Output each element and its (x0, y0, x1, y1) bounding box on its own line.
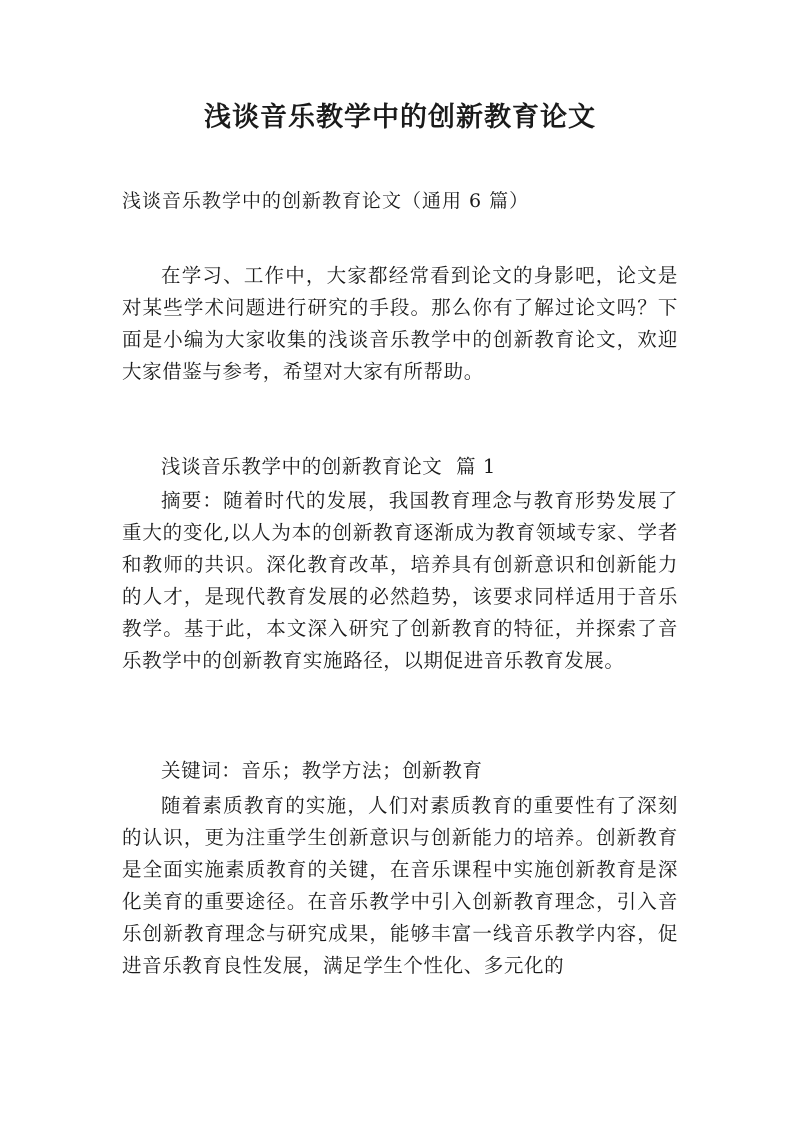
abstract-paragraph: 摘要：随着时代的发展，我国教育理念与教育形势发展了重大的变化,以人为本的创新教育逐渐成为教育领域专家、学者和教师的共识。深化教育改革，培养具有创新意识和创新能力的人才，是现代教育发展的必然趋势，该要求同样适用于音乐教学。基于此，本文深入研究了创新教育的特征，并探索了音乐教学中的创新教育实施路径，以期促进音乐教育发展。 (122, 489, 678, 672)
document-subtitle: 浅谈音乐教学中的创新教育论文（通用 6 篇） (122, 190, 530, 212)
intro-paragraph: 在学习、工作中，大家都经常看到论文的身影吧，论文是对某些学术问题进行研究的手段。那么你有了解过论文吗？下面是小编为大家收集的浅谈音乐教学中的创新教育论文，欢迎大家借鉴与参考，希望对大家有所帮助。 (122, 264, 678, 383)
body-paragraph: 随着素质教育的实施，人们对素质教育的重要性有了深刻的认识，更为注重学生创新意识与创新能力的培养。创新教育是全面实施素质教育的关键，在音乐课程中实施创新教育是深化美育的重要途径。在音乐教学中引入创新教育理念，引入音乐创新教育理念与研究成果，能够丰富一线音乐教学内容，促进音乐教育良性发展，满足学生个性化、多元化的 (122, 794, 678, 977)
section-heading: 浅谈音乐教学中的创新教育论文 篇 1 (161, 455, 496, 478)
document-title: 浅谈音乐教学中的创新教育论文 (204, 102, 596, 133)
keywords-line: 关键词：音乐；教学方法；创新教育 (161, 759, 483, 782)
